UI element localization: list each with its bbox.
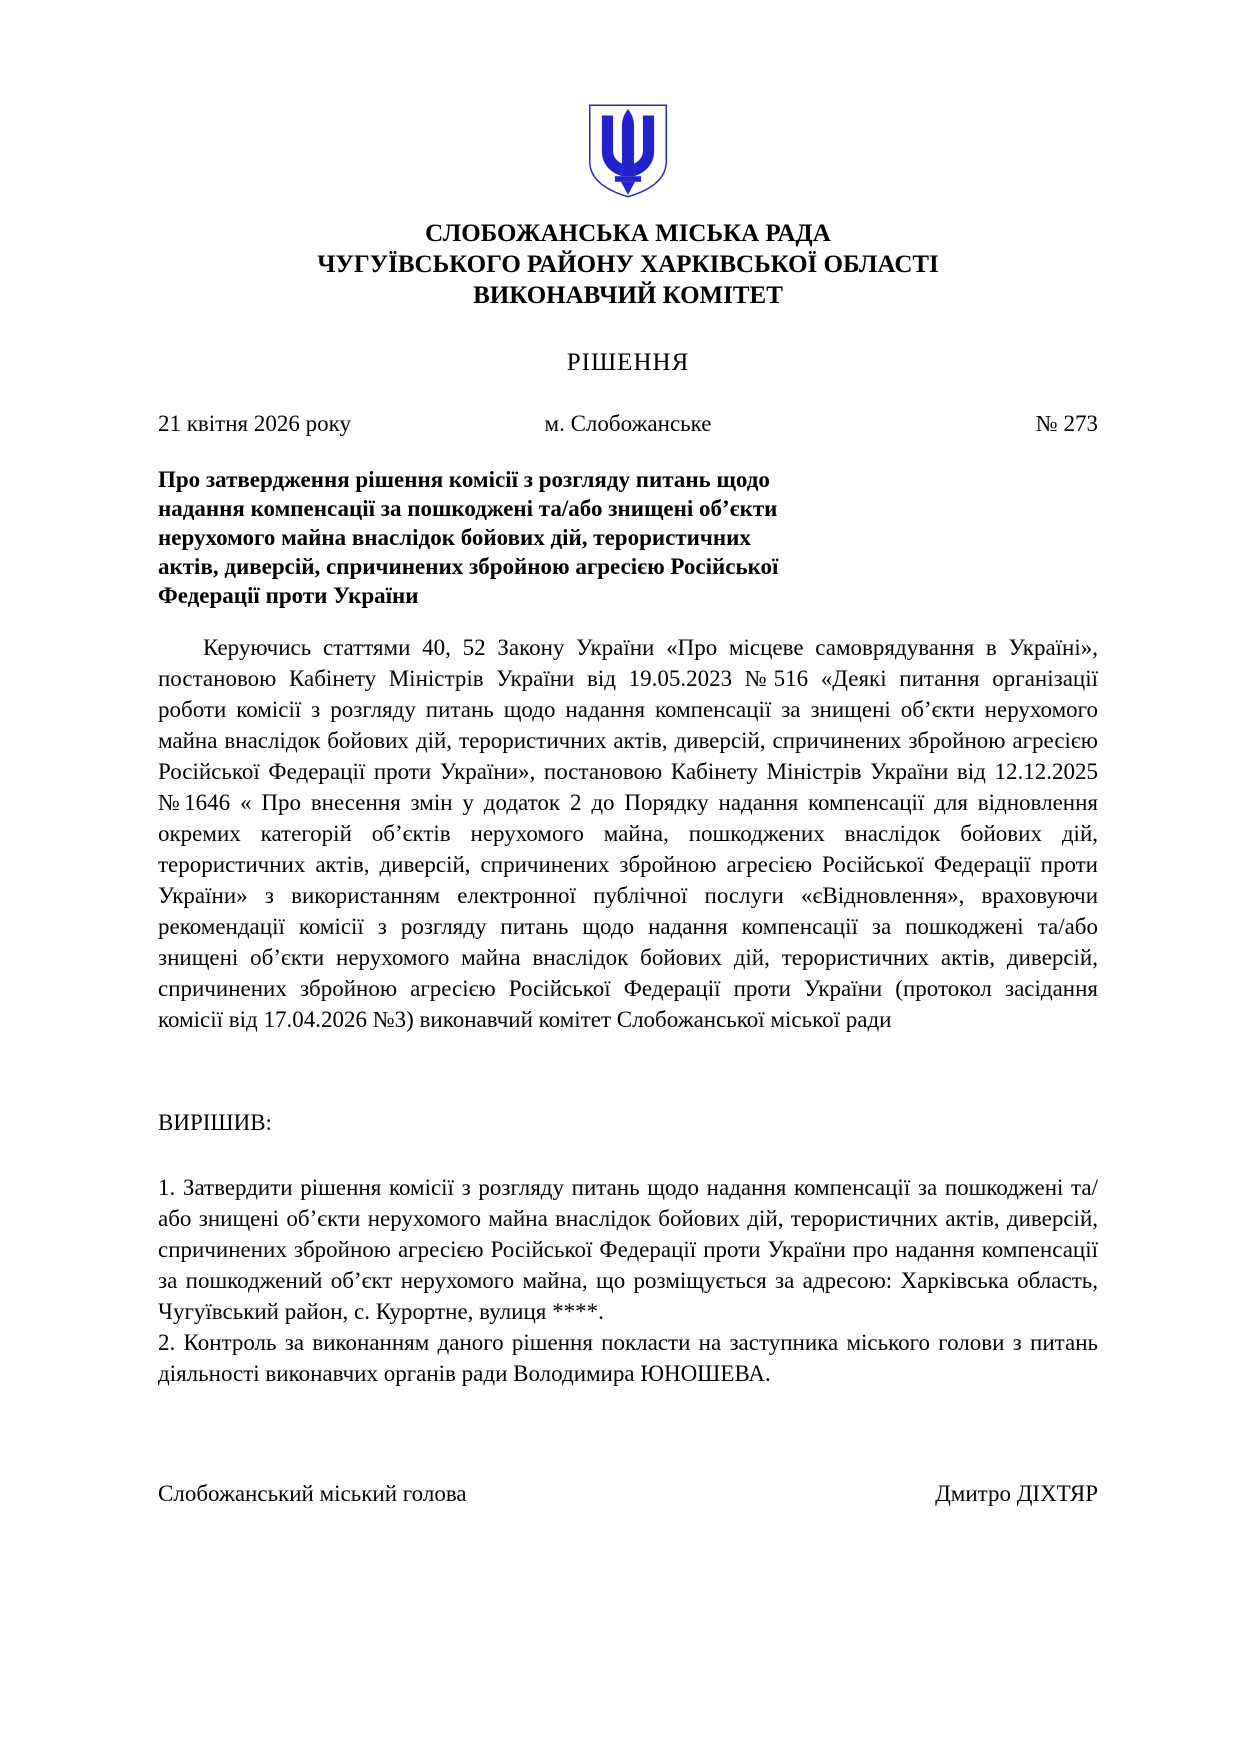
document-type-title: РІШЕННЯ (566, 349, 690, 376)
authority-committee-line: ВИКОНАВЧИЙ КОМІТЕТ (473, 282, 783, 309)
resolution-items (158, 1172, 1098, 1389)
issuing-authority-header (158, 218, 1098, 311)
ukraine-trident-emblem-icon (586, 103, 670, 199)
document-meta-row (158, 411, 1098, 437)
document-date: 21 квітня 2026 року (158, 411, 351, 436)
signatory-position: Слобожанський міський голова (158, 1481, 467, 1506)
preamble-paragraph: Керуючись статтями 40, 52 Закону України «Про місцеве самоврядування в Україні», постановою Кабінету Міністрів України від 19.05.2023 №516 «Деякі питання організації роботи комісії з розгляду питань щодо надання компенсації за знищені об’єкти нерухомого майна внаслідок бойових дій, терористичних актів, диверсій, спричинених збройною агресією Російської Федерації проти України», постановою Кабінету Міністрів України від 12.12.2025 №1646 « Про внесення змін у додаток 2 до Порядку надання компенсації для відновлення окремих категорій об’єктів нерухомого майна, пошкоджених внаслідок бойових дій, терористичних актів, диверсій, спричинених збройною агресією Російської Федерації проти України» з використанням електронної публічної послуги «єВідновлення», враховуючи рекомендації комісії з розгляду питань щодо надання компенсації за пошкоджені та/або знищені об’єкти нерухомого майна внаслідок бойових дій, терористичних актів, диверсій, спричинених збройною агресією Російської Федерації проти України (протокол засідання комісії від 17.04.2026 №3) виконавчий комітет Слобожанської міської ради (158, 635, 1098, 1032)
resolution-item-1: 1. Затвердити рішення комісії з розгляду питань щодо надання компенсації за пошкоджені та/або знищені об’єкти нерухомого майна внаслідок бойових дій, терористичних актів, диверсій, спричинених збройною агресією Російської Федерації проти України про надання компенсації за пошкоджений об’єкт нерухомого майна, що розміщується за адресою: Харківська область, Чугуївський район, с. Курортне, вулиця ****. (158, 1175, 1098, 1324)
resolved-label: ВИРІШИВ: (158, 1110, 272, 1135)
resolution-item-2: 2. Контроль за виконанням даного рішення покласти на заступника міського голови з питань діяльності виконавчих органів ради Володимира ЮНОШЕВА. (158, 1330, 1098, 1386)
signature-row (158, 1481, 1098, 1507)
authority-name-line: СЛОБОЖАНСЬКА МІСЬКА РАДА (425, 220, 831, 247)
signatory-name: Дмитро ДІХТЯР (935, 1481, 1098, 1506)
emblem-container (158, 103, 1098, 204)
document-subject: Про затвердження рішення комісії з розгляду питань щодо надання компенсації за пошкоджені та/або знищені об’єкти нерухомого майна внаслідок бойових дій, терористичних актів, диверсій, спричинених збройною агресією Російської Федерації проти України (158, 467, 779, 608)
document-number: № 273 (1035, 411, 1098, 436)
document-place: м. Слобожанське (544, 411, 712, 436)
authority-region-line: ЧУГУЇВСЬКОГО РАЙОНУ ХАРКІВСЬКОЇ ОБЛАСТІ (317, 251, 939, 278)
